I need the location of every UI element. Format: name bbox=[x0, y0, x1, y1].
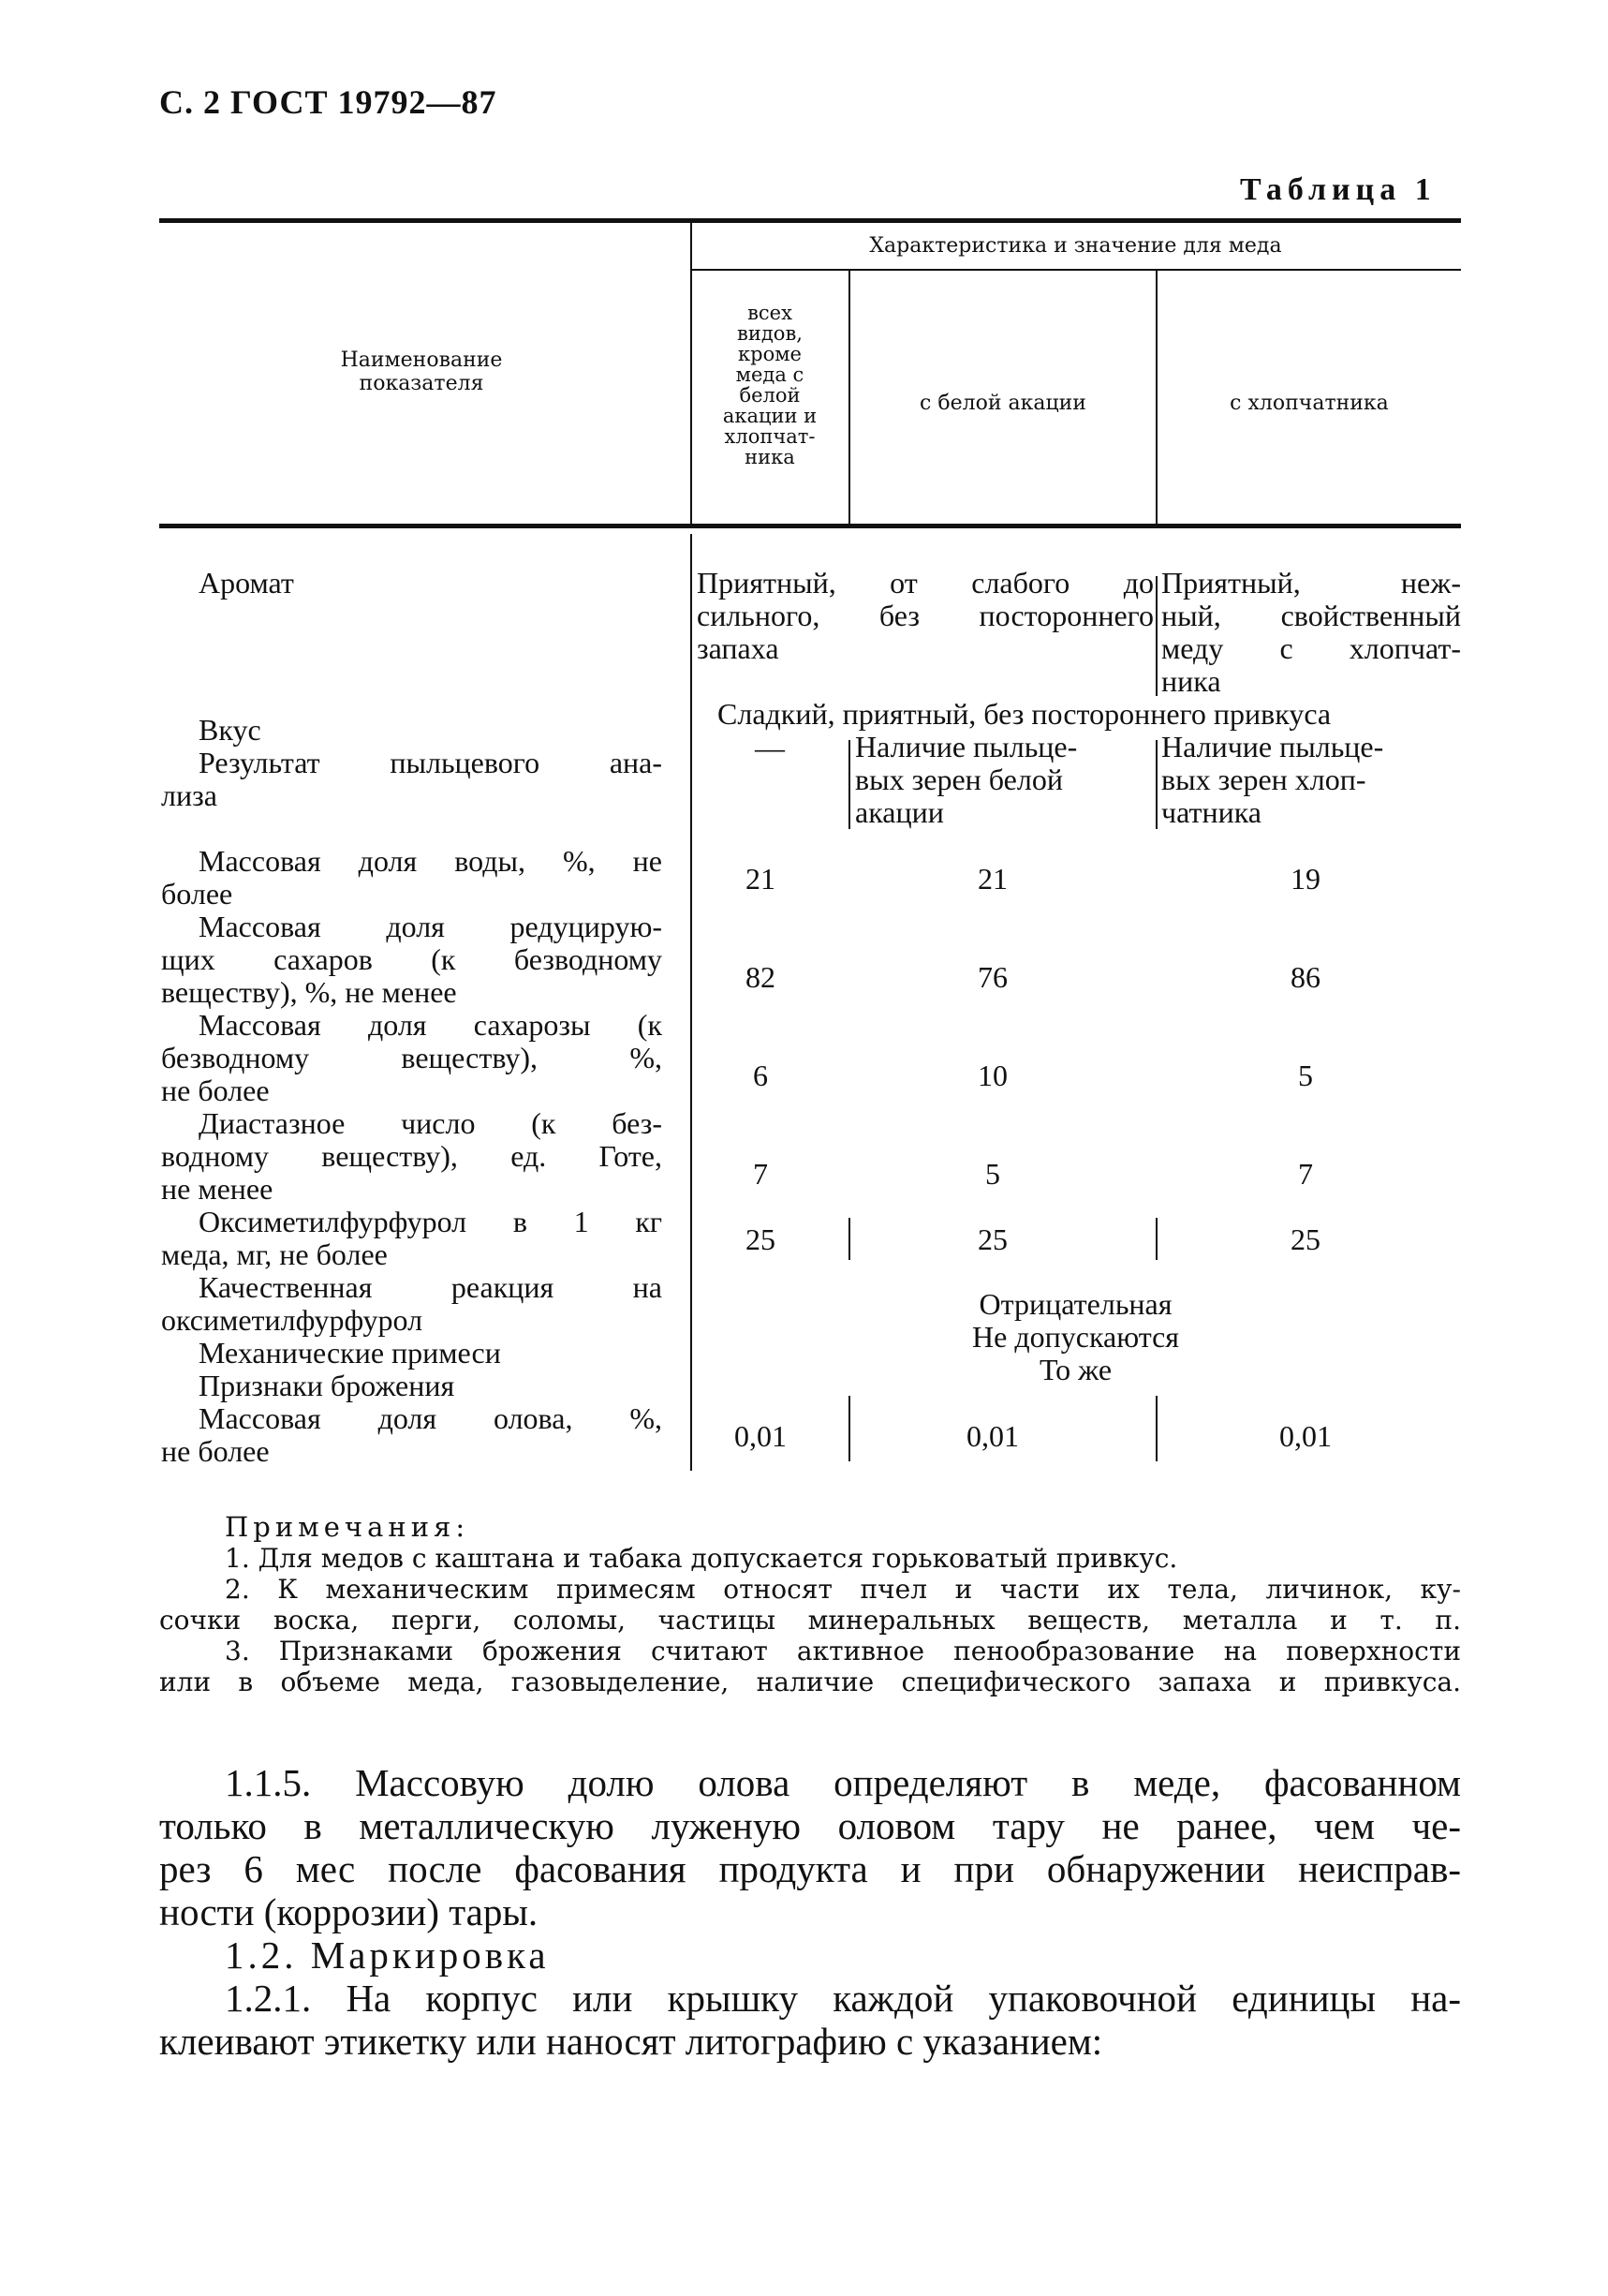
water-acacia: 21 bbox=[978, 862, 1008, 896]
note-2a: 2. К механическим примесям относят пчел и части их тела, личинок, ку- bbox=[225, 1574, 1461, 1605]
tin-cotton: 0,01 bbox=[1279, 1419, 1332, 1453]
page-header: С. 2 ГОСТ 19792—87 bbox=[159, 83, 497, 121]
row-sucrose-name: Массовая доля сахарозы (к безводному веществу), %, не более bbox=[161, 1008, 662, 1107]
indicator-column bbox=[161, 567, 662, 1468]
row-pollen-name: Результат пыльцевого ана- лиза bbox=[161, 746, 662, 812]
note-3a: 3. Признаками брожения считают активное пенообразование на поверхности bbox=[225, 1636, 1461, 1666]
header-indicator: Наименование показателя bbox=[340, 348, 503, 395]
hmf-cotton: 25 bbox=[1291, 1222, 1320, 1256]
group-header-rule bbox=[690, 269, 1461, 271]
row-water-name: Массовая доля воды, %, не более bbox=[161, 844, 662, 911]
table-label: Таблица 1 bbox=[1240, 172, 1437, 207]
reducing-all: 82 bbox=[745, 960, 775, 994]
hmf-reaction-value: Отрицательная bbox=[979, 1287, 1173, 1321]
header-col-all: всех видов, кроме меда с белой акации и хлопчат- ника bbox=[722, 302, 818, 468]
notes-title: Примечания: bbox=[225, 1511, 470, 1543]
tin-all: 0,01 bbox=[734, 1419, 787, 1453]
header-col-acacia: с белой акации bbox=[920, 392, 1086, 415]
pollen-cotton: Наличие пыльце- вых зерен хлоп- чатника bbox=[1161, 730, 1384, 829]
diastase-all: 7 bbox=[753, 1157, 768, 1191]
row-tin-name: Массовая доля олова, %, не более bbox=[161, 1401, 662, 1468]
para-115-line3: рез 6 мес после фасования продукта и при обнаружении неисправ- bbox=[159, 1847, 1461, 1890]
note-1: 1. Для медов с каштана и табака допускается горьковатый привкус. bbox=[225, 1543, 1178, 1574]
tin-acacia: 0,01 bbox=[966, 1419, 1019, 1453]
hmf-acacia: 25 bbox=[978, 1222, 1008, 1256]
impurities-value: Не допускаются bbox=[972, 1320, 1179, 1354]
body-vline-hmf-cotton bbox=[1156, 1218, 1158, 1260]
para-115-line4: ности (коррозии) тары. bbox=[159, 1890, 538, 1933]
reducing-acacia: 76 bbox=[978, 960, 1008, 994]
body-vline-aroma-cotton bbox=[1156, 576, 1158, 696]
header-group: Характеристика и значение для меда bbox=[869, 234, 1282, 258]
aroma-all-acacia: Приятный, от слабого до сильного, без постороннего запаха bbox=[697, 566, 1154, 665]
body-vline-pollen-cotton bbox=[1156, 740, 1158, 829]
notes bbox=[159, 1512, 1461, 1697]
row-diastase-name: Диастазное число (к без- водному веществу), ед. Готе, не менее bbox=[161, 1106, 662, 1206]
row-fermentation-name: Признаки брожения bbox=[199, 1369, 455, 1402]
aroma-cotton: Приятный, неж- ный, свойственный меду с хлопчат- ника bbox=[1161, 566, 1461, 698]
diastase-acacia: 5 bbox=[985, 1157, 1000, 1191]
para-121-line1: 1.2.1. На корпус или крышку каждой упаковочной единицы на- bbox=[225, 1977, 1461, 2020]
para-115-line1: 1.1.5. Массовую долю олова определяют в меде, фасованном bbox=[225, 1761, 1461, 1804]
heading-12: 1.2. Маркировка bbox=[225, 1933, 550, 1977]
header-col-cotton: с хлопчатника bbox=[1230, 392, 1389, 415]
sucrose-acacia: 10 bbox=[978, 1059, 1008, 1092]
row-reducing-name: Массовая доля редуцирую- щих сахаров (к безводному веществу), %, не менее bbox=[161, 910, 662, 1009]
row-aroma-name: Аромат bbox=[199, 566, 294, 600]
diastase-cotton: 7 bbox=[1298, 1157, 1313, 1191]
water-all: 21 bbox=[745, 862, 775, 896]
para-121-line2: клеивают этикетку или наносят литографию с указанием: bbox=[159, 2020, 1103, 2063]
row-hmf-reaction-name: Качественная реакция на оксиметилфурфурол bbox=[161, 1270, 662, 1337]
body-vline-tin-cotton bbox=[1156, 1396, 1158, 1461]
header-bottom-rule bbox=[159, 524, 1461, 528]
row-hmf-name: Оксиметилфурфурол в 1 кг меда, мг, не более bbox=[161, 1205, 662, 1271]
table-top-rule bbox=[159, 218, 1461, 223]
body-text bbox=[159, 1761, 1461, 2063]
note-3b: или в объеме меда, газовыделение, наличие специфического запаха и привкуса. bbox=[159, 1666, 1461, 1697]
reducing-cotton: 86 bbox=[1291, 960, 1320, 994]
pollen-all: — bbox=[755, 731, 785, 764]
pollen-acacia: Наличие пыльце- вых зерен белой акации bbox=[855, 730, 1078, 829]
hmf-all: 25 bbox=[745, 1222, 775, 1256]
row-impurities-name: Механические примеси bbox=[199, 1336, 501, 1370]
para-115-line2: только в металлическую луженую оловом тару не ранее, чем че- bbox=[159, 1804, 1461, 1847]
sucrose-cotton: 5 bbox=[1298, 1059, 1313, 1092]
sucrose-all: 6 bbox=[753, 1059, 768, 1092]
row-taste-name: Вкус bbox=[199, 713, 261, 747]
water-cotton: 19 bbox=[1291, 862, 1320, 896]
fermentation-value: То же bbox=[1039, 1353, 1113, 1386]
note-2b: сочки воска, перги, соломы, частицы минеральных веществ, металла и т. п. bbox=[159, 1605, 1461, 1636]
taste-value: Сладкий, приятный, без постороннего привкуса bbox=[717, 697, 1332, 731]
